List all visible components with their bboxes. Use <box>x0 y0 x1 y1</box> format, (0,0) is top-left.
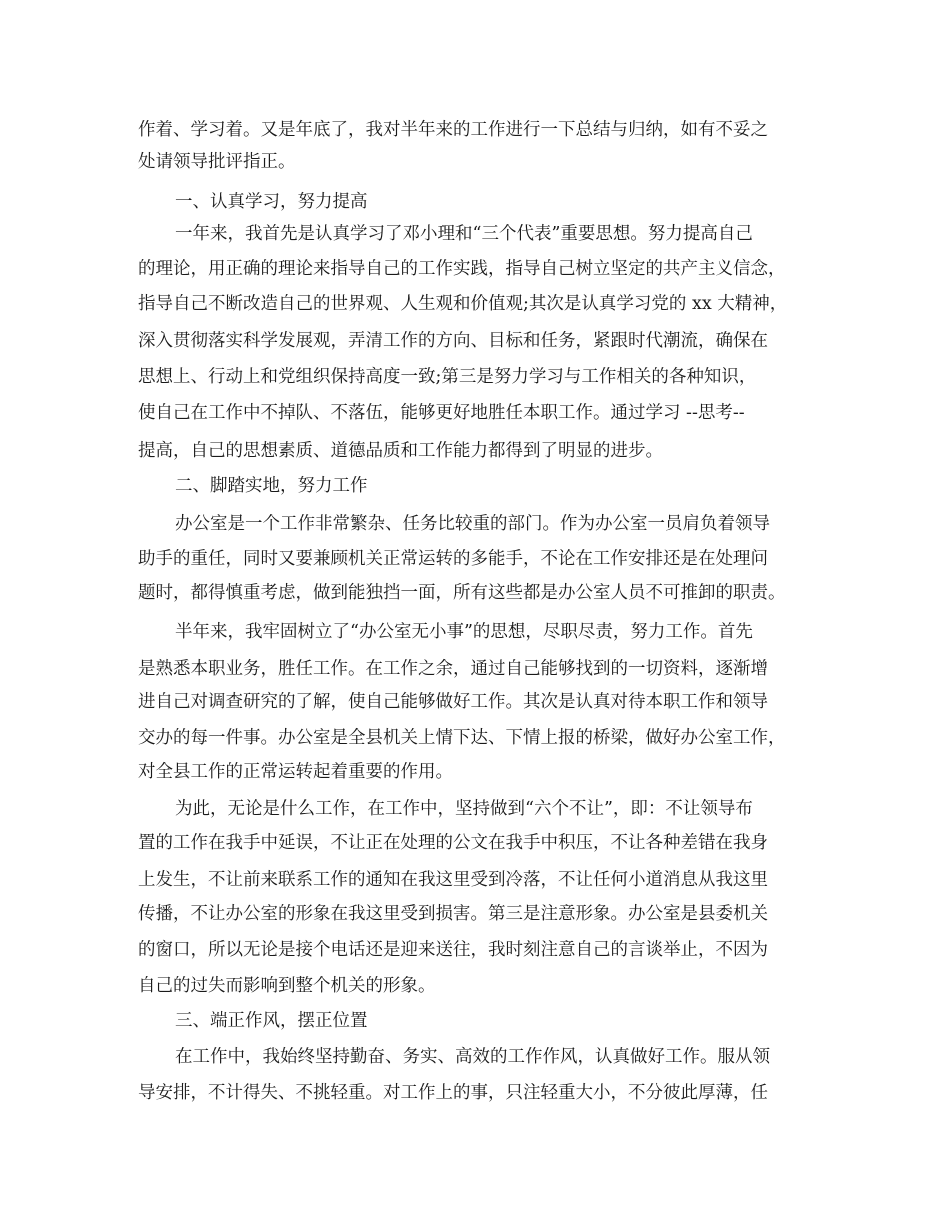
paragraph-line: 在工作中，我始终坚持勤奋、务实、高效的工作作风，认真做好工作。服从领 <box>175 1047 770 1067</box>
section-heading-1: 一、认真学习，努力提高 <box>175 192 368 212</box>
paragraph-line: 置的工作在我手中延误，不让正在处理的公文在我手中积压，不让各种差错在我身 <box>138 833 768 853</box>
paragraph-line: 办公室是一个工作非常繁杂、任务比较重的部门。作为办公室一员肩负着领导 <box>175 514 770 534</box>
section-heading-3: 三、端正作风，摆正位置 <box>175 1011 368 1031</box>
paragraph-line: 为此，无论是什么工作，在工作中，坚持做到“六个不让”，即：不让领导布 <box>175 799 753 819</box>
paragraph-line: 进自己对调查研究的了解，使自己能够做好工作。其次是认真对待本职工作和领导 <box>138 692 768 712</box>
paragraph-line: 思想上、行动上和党组织保持高度一致;第三是努力学习与工作相关的各种知识， <box>138 367 757 387</box>
paragraph-line: 处请领导批评指正。 <box>138 152 296 172</box>
paragraph-line: 指导自己不断改造自己的世界观、人生观和价值观;其次是认真学习党的 xx 大精神， <box>138 294 788 314</box>
paragraph-line: 的理论，用正确的理论来指导自己的工作实践，指导自己树立坚定的共产主义信念， <box>138 259 786 279</box>
paragraph-line: 作着、学习着。又是年底了，我对半年来的工作进行一下总结与归纳，如有不妥之 <box>138 120 768 140</box>
paragraph-line: 上发生，不让前来联系工作的通知在我这里受到冷落，不让任何小道消息从我这里 <box>138 870 768 890</box>
paragraph-line: 的窗口，所以无论是接个电话还是迎来送往，我时刻注意自己的言谈举止，不因为 <box>138 940 768 960</box>
paragraph-line: 助手的重任，同时又要兼顾机关正常运转的多能手，不论在工作安排还是在处理问 <box>138 549 768 569</box>
paragraph-line: 对全县工作的正常运转起着重要的作用。 <box>138 762 453 782</box>
paragraph-line: 自己的过失而影响到整个机关的形象。 <box>138 976 436 996</box>
paragraph-line: 使自己在工作中不掉队、不落伍，能够更好地胜任本职工作。通过学习 --思考-- <box>138 403 745 423</box>
paragraph-line: 提高，自己的思想素质、道德品质和工作能力都得到了明显的进步。 <box>138 441 663 461</box>
paragraph-line: 交办的每一件事。办公室是全县机关上情下达、下情上报的桥梁，做好办公室工作， <box>138 728 786 748</box>
paragraph-line: 导安排，不计得失、不挑轻重。对工作上的事，只注轻重大小，不分彼此厚薄，任 <box>138 1083 768 1103</box>
paragraph-line: 一年来，我首先是认真学习了邓小理和“三个代表”重要思想。努力提高自己 <box>175 224 753 244</box>
paragraph-line: 传播，不让办公室的形象在我这里受到损害。第三是注意形象。办公室是县委机关 <box>138 904 768 924</box>
paragraph-line: 题时，都得慎重考虑，做到能独挡一面，所有这些都是办公室人员不可推卸的职责。 <box>138 583 786 603</box>
paragraph-line: 是熟悉本职业务，胜任工作。在工作之余，通过自己能够找到的一切资料，逐渐增 <box>138 659 768 679</box>
paragraph-line: 深入贯彻落实科学发展观，弄清工作的方向、目标和任务，紧跟时代潮流，确保在 <box>138 331 768 351</box>
section-heading-2: 二、脚踏实地，努力工作 <box>175 476 368 496</box>
paragraph-line: 半年来，我牢固树立了“办公室无小事”的思想，尽职尽责，努力工作。首先 <box>175 622 753 642</box>
